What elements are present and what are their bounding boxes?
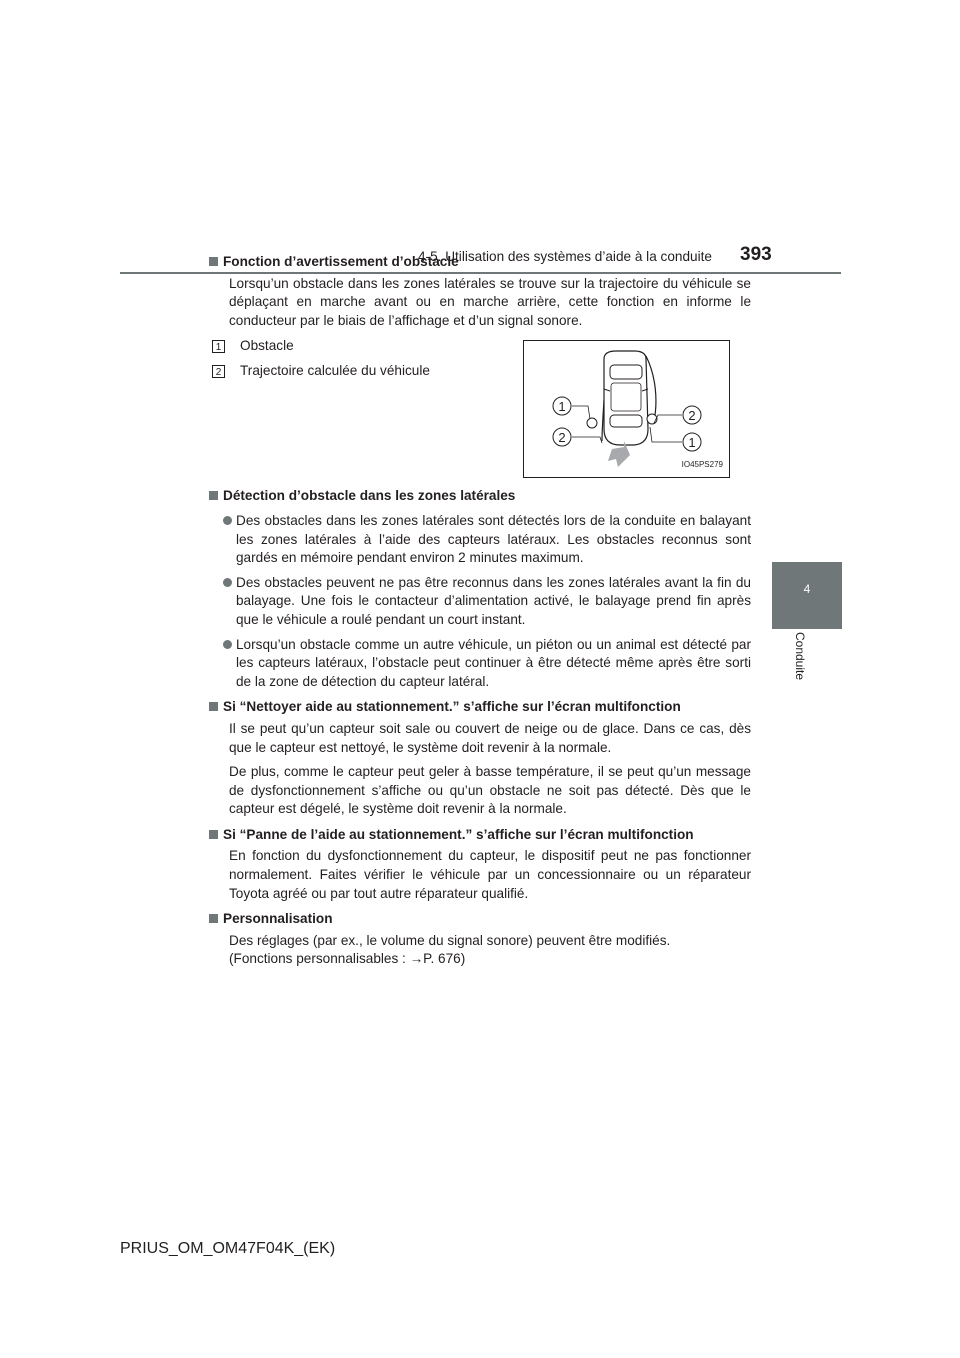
section-paragraph: En fonction du dysfonctionnement du capteur, le dispositif peut ne pas fonctionner normalement. Faites vérifier le véhicule par un concessionnaire ou un réparateur Toyota agréé ou par tout autre réparateur qualifié. (229, 848, 751, 901)
legend-number: 1 (212, 340, 225, 353)
callout-number: 2 (688, 408, 696, 424)
callout-number: 2 (558, 430, 566, 446)
legend-label: Trajectoire calculée du véhicule (240, 363, 430, 379)
square-bullet-icon (209, 702, 218, 711)
square-bullet-icon (209, 830, 218, 839)
section-paragraph: De plus, comme le capteur peut geler à basse température, il se peut qu’un message de dysfonctionnement s’affiche ou qu’un obstacle ne soit pas détecté. Dès que le capteur est dégelé, le système doit revenir à la normale. (229, 764, 751, 817)
legend-and-figure (209, 335, 751, 487)
list-item: Des obstacles peuvent ne pas être reconnus dans les zones latérales avant la fin du balayage. Une fois le contacteur d’alimentation activé, le balayage prend fin après que le véhicule a roulé pendant un court instant. (209, 574, 751, 630)
chapter-tab (772, 562, 842, 629)
legend-label: Obstacle (240, 338, 294, 354)
square-bullet-icon (209, 914, 218, 923)
circle-bullet-icon (223, 578, 232, 587)
page-number: 393 (740, 244, 772, 265)
footer-doc-id: PRIUS_OM_OM47F04K_(EK) (120, 1240, 336, 1257)
chapter-number: 4 (803, 582, 811, 596)
section-heading: Si “Panne de l’aide au stationnement.” s’affiche sur l’écran multifonction (209, 826, 751, 845)
section-heading: Si “Nettoyer aide au stationnement.” s’affiche sur l’écran multifonction (209, 698, 751, 717)
list-item: Des obstacles dans les zones latérales sont détectés lors de la conduite en balayant les zones latérales à l’aide des capteurs latéraux. Les obstacles reconnus sont gardés en mémoire pendant environ 2 minutes maximum. (209, 512, 751, 568)
section-paragraph: Des réglages (par ex., le volume du signal sonore) peuvent être modifiés. (229, 932, 671, 948)
callout-number: 1 (688, 435, 696, 451)
section-paragraph: Lorsqu’un obstacle dans les zones latérales se trouve sur la trajectoire du véhicule se déplaçant en marche avant ou en marche arrière, cette fonction en informe le conducteur par le biais de l’affichage et d’un signal sonore. (229, 275, 751, 328)
section-paragraph: Il se peut qu’un capteur soit sale ou couvert de neige ou de glace. Dans ce cas, dès que le capteur est nettoyé, le système doit revenir à la normale. (229, 720, 751, 755)
legend-number: 2 (212, 365, 225, 378)
circle-bullet-icon (223, 516, 232, 525)
section-paragraph: (Fonctions personnalisables : →P. 676) (229, 951, 466, 967)
sensor-figure (523, 340, 730, 478)
circle-bullet-icon (223, 640, 232, 649)
legend-item (212, 337, 294, 356)
section-heading: Personnalisation (209, 910, 751, 929)
legend-item (212, 362, 430, 381)
header-section-title: 4-5. Utilisation des systèmes d’aide à la conduite (418, 249, 712, 264)
page-content (209, 253, 751, 969)
square-bullet-icon (209, 257, 218, 266)
list-item: Lorsqu’un obstacle comme un autre véhicule, un piéton ou un animal est détecté par les capteurs latéraux, l’obstacle peut continuer à être détecté même après être sorti de la zone de détection du capteur latéral. (209, 636, 751, 692)
chapter-label: Conduite (793, 631, 807, 681)
square-bullet-icon (209, 491, 218, 500)
section-heading: Fonction d’avertissement d’obstacle (209, 253, 751, 272)
figure-code: IO45PS279 (681, 459, 723, 469)
callout-number: 1 (558, 399, 566, 415)
section-heading: Détection d’obstacle dans les zones latérales (209, 487, 751, 506)
